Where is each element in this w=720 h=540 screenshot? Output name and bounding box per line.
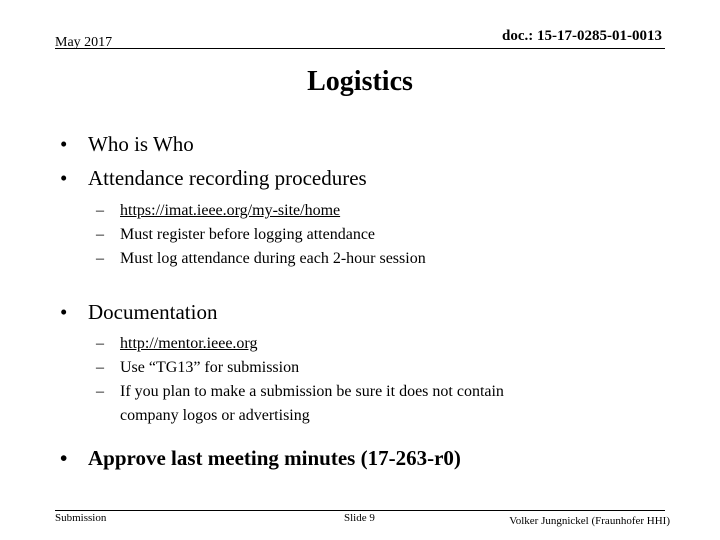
bullet-item bbox=[60, 300, 217, 325]
sub-item-text: If you plan to make a submission be sure it does not contain bbox=[120, 383, 504, 400]
sub-item bbox=[96, 247, 426, 271]
dash-icon: – bbox=[96, 383, 104, 400]
sub-item bbox=[96, 380, 504, 404]
dash-icon: – bbox=[96, 250, 104, 267]
sub-list bbox=[96, 332, 504, 428]
bullet-text: Approve last meeting minutes (17-263-r0) bbox=[88, 446, 461, 470]
footer-divider bbox=[55, 510, 665, 511]
bullet-item bbox=[60, 446, 461, 471]
sub-item-text: Must log attendance during each 2-hour session bbox=[120, 250, 426, 267]
dash-icon: – bbox=[96, 202, 104, 219]
bullet-icon: • bbox=[60, 446, 68, 470]
bullet-text: Who is Who bbox=[88, 132, 194, 156]
footer-submission: Submission bbox=[55, 512, 107, 524]
header-divider bbox=[55, 48, 665, 49]
bullet-icon: • bbox=[60, 166, 68, 190]
dash-icon: – bbox=[96, 335, 104, 352]
header-date: May 2017 bbox=[55, 35, 113, 50]
bullet-text: Documentation bbox=[88, 300, 218, 324]
sub-item-text: Must register before logging attendance bbox=[120, 226, 376, 243]
slide-number: Slide 9 bbox=[344, 512, 375, 524]
bullet-text: Attendance recording procedures bbox=[88, 166, 367, 190]
bullet-item bbox=[60, 132, 194, 157]
sub-item bbox=[96, 223, 426, 247]
sub-list bbox=[96, 199, 426, 271]
sub-item-text: Use “TG13” for submission bbox=[120, 359, 300, 376]
slide-title: Logistics bbox=[307, 66, 413, 97]
bullet-icon: • bbox=[60, 300, 68, 324]
sub-item bbox=[96, 356, 504, 380]
sub-item-continuation: company logos or advertising bbox=[120, 407, 310, 424]
document-id: doc.: 15-17-0285-01-0013 bbox=[502, 28, 662, 44]
footer-author: Volker Jungnickel (Fraunhofer HHI) bbox=[509, 515, 670, 527]
dash-icon: – bbox=[96, 359, 104, 376]
sub-item bbox=[96, 199, 426, 223]
mentor-link[interactable]: http://mentor.ieee.org bbox=[120, 335, 258, 352]
bullet-item bbox=[60, 166, 367, 191]
imat-link[interactable]: https://imat.ieee.org/my-site/home bbox=[120, 202, 341, 219]
sub-item bbox=[96, 332, 504, 356]
bullet-icon: • bbox=[60, 132, 68, 156]
dash-icon: – bbox=[96, 226, 104, 243]
